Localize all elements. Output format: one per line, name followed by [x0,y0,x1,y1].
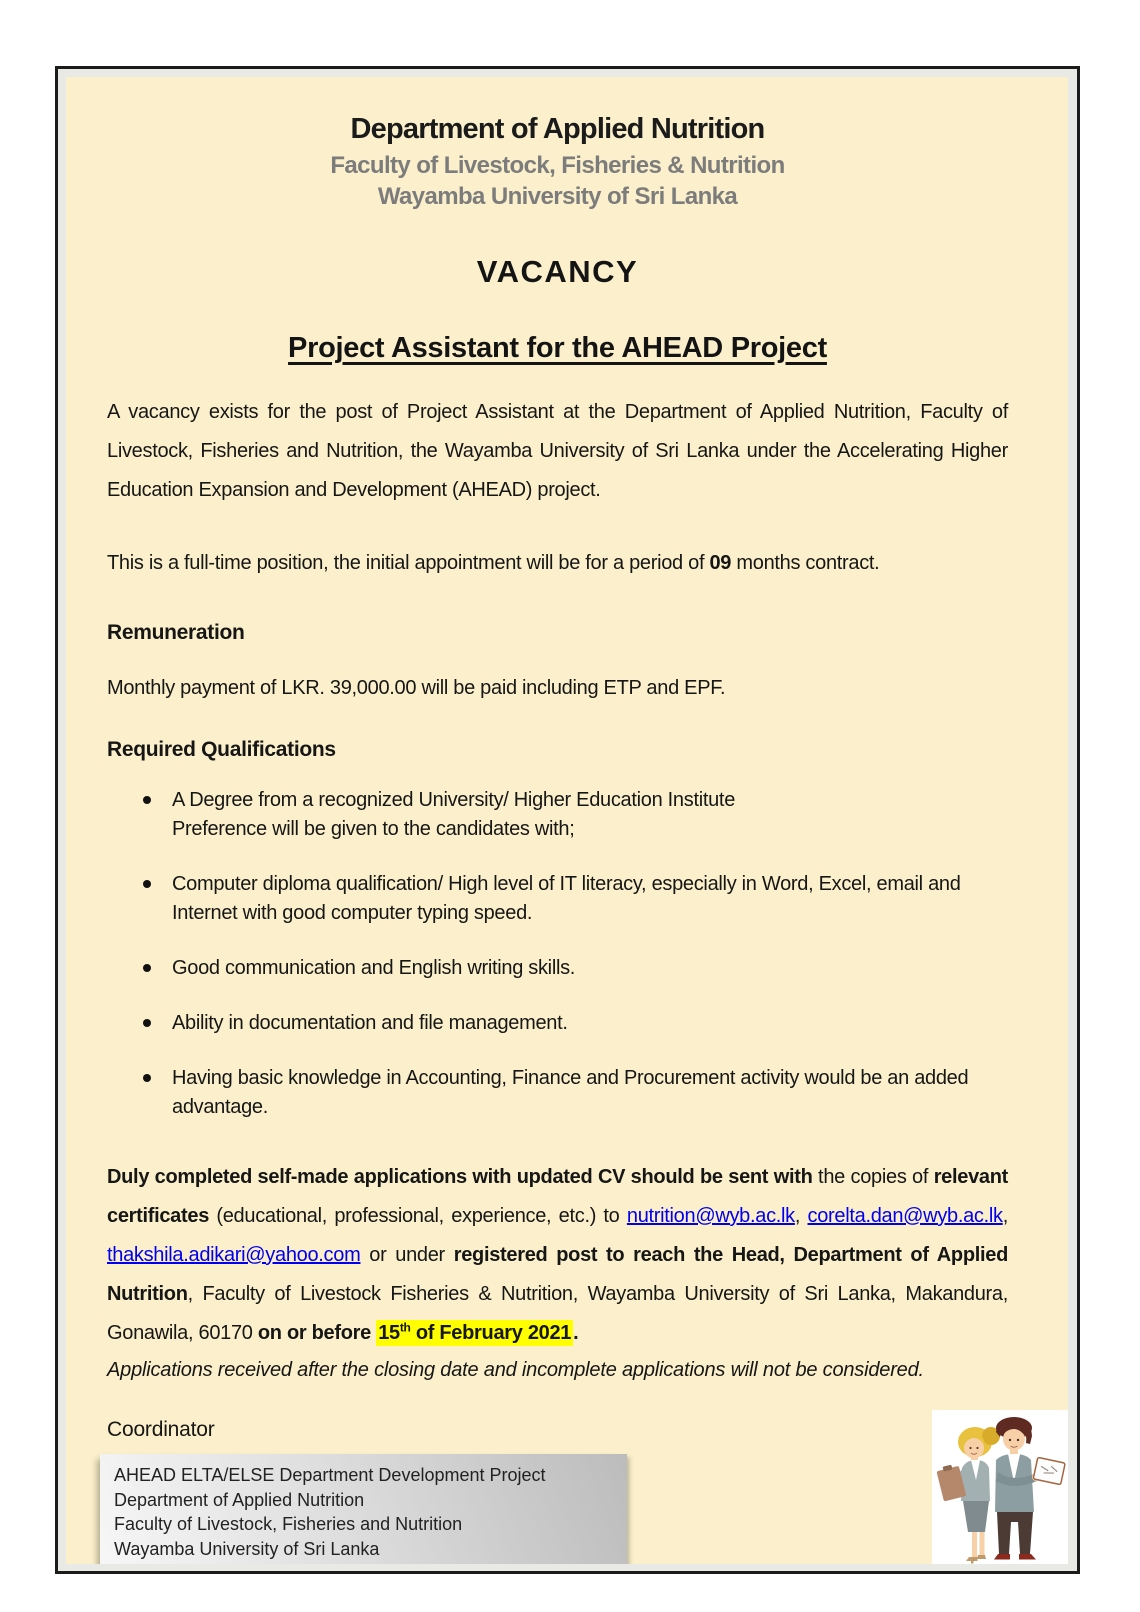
document-panel [66,77,1068,1564]
apply-bold-certificates: relevant certificates [107,1166,1008,1227]
fulltime-text-post: months contract. [731,552,880,574]
apply-bold-on-or-before: on or before [257,1322,377,1344]
coordinator-box [100,1454,627,1564]
qualification-line1: A Degree from a recognized University/ Higher Education Institute [172,789,736,811]
bullet-icon [143,880,151,888]
coordinator-box-line: Faculty of Livestock, Fisheries and Nutrition [114,1514,463,1534]
remuneration-heading: Remuneration [107,621,245,644]
fulltime-months-bold: 09 [709,552,732,574]
faculty-subtitle: Faculty of Livestock, Fisheries & Nutrition [330,152,785,179]
email-separator: , [794,1205,808,1227]
list-item [143,1009,1008,1038]
document-header [107,113,1008,365]
deadline-rest: of February 2021 [410,1322,572,1344]
remuneration-body: Monthly payment of LKR. 39,000.00 will be paid including ETP and EPF. [107,677,726,699]
fulltime-text-pre: This is a full-time position, the initial appointment will be for a period of [107,552,710,574]
coordinator-box-line: AHEAD ELTA/ELSE Department Development Project [114,1465,546,1485]
qualification-text: Having basic knowledge in Accounting, Finance and Procurement activity would be an added advantage. [172,1067,969,1118]
people-illustration [932,1410,1068,1564]
qualification-text [172,786,735,844]
apply-plain-1: the copies of [812,1166,934,1188]
email-link-thakshila[interactable]: thakshila.adikari@yahoo.com [107,1244,361,1266]
apply-bold-intro: Duly completed self-made applications with updated CV should be sent with [107,1166,813,1188]
businesspeople-icon [932,1410,1068,1564]
coordinator-box-line: Department of Applied Nutrition [114,1489,365,1510]
coordinator-label: Coordinator [107,1418,215,1441]
deadline-day: 15 [378,1322,400,1344]
list-item [143,786,1008,844]
bullet-icon [143,1074,151,1082]
fulltime-paragraph [107,544,1008,583]
email-separator: , [1002,1205,1008,1227]
vacancy-heading: VACANCY [476,254,639,289]
apply-bold-registered-post: registered post to reach the Head, Department of Applied Nutrition [107,1244,1009,1305]
deadline-ordinal: th [399,1320,411,1335]
apply-plain-4: , Faculty of Livestock Fisheries & Nutrition, Wayamba University of Sri Lanka, Makandura, Gonawila, 60170 [107,1283,1008,1344]
qualification-text: Ability in documentation and file management. [172,1012,568,1034]
qualification-text: Computer diploma qualification/ High level of IT literacy, especially in Word, Excel, email and Internet with good computer typing speed. [172,873,961,924]
bullet-icon [143,1019,151,1027]
bullet-icon [143,964,151,972]
closing-note: Applications received after the closing date and incomplete applications will not be considered. [107,1359,924,1381]
qualification-text: Good communication and English writing skills. [172,957,576,979]
list-item [143,870,1008,928]
list-item [143,954,1008,983]
qualifications-heading: Required Qualifications [107,738,336,761]
document-content [66,77,1068,1564]
application-instructions [107,1158,1008,1353]
document-frame [55,66,1080,1574]
university-subtitle: Wayamba University of Sri Lanka [377,183,738,210]
email-link-nutrition[interactable]: nutrition@wyb.ac.lk [626,1205,795,1227]
email-link-corelta[interactable]: corelta.dan@wyb.ac.lk [807,1205,1003,1227]
apply-period: . [573,1322,579,1344]
intro-paragraph: A vacancy exists for the post of Project Assistant at the Department of Applied Nutrition, Faculty of Livestock, Fisheries and Nutrition, the Wayamba University of Sri Lanka under the Accelerating Higher Education Expansion and Development (AHEAD) project. [107,401,1008,501]
apply-plain-2: (educational, professional, experience, etc.) to [209,1205,627,1227]
apply-plain-3: or under [360,1244,454,1266]
deadline-highlight [376,1320,573,1346]
coordinator-box-line: Wayamba University of Sri Lanka [114,1538,380,1559]
qualification-line2: Preference will be given to the candidates with; [172,818,575,840]
bullet-icon [143,796,151,804]
list-item [143,1064,1008,1122]
department-title: Department of Applied Nutrition [350,113,765,145]
position-title: Project Assistant for the AHEAD Project [288,332,827,364]
qualifications-list [107,786,1008,1122]
